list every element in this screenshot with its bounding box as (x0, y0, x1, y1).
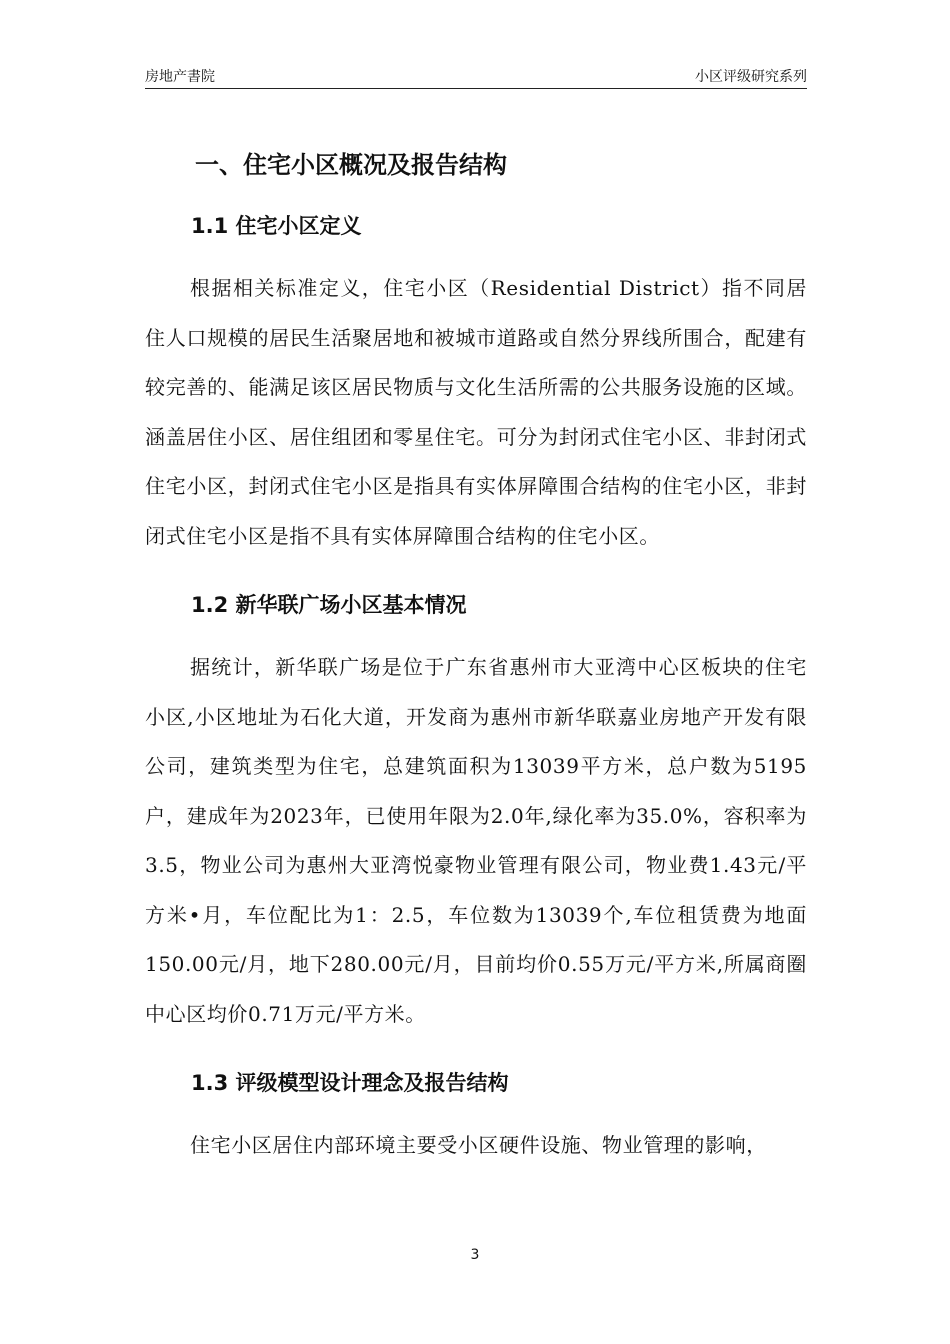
header-publisher: 房地产書院 (145, 69, 215, 85)
section-paragraph-1-3: 住宅小区居住内部环境主要受小区硬件设施、物业管理的影响， (190, 1133, 767, 1157)
document-body (145, 140, 807, 1171)
page-header (145, 66, 807, 89)
page-number: 3 (470, 1247, 480, 1263)
section-paragraph-1-1: 根据相关标准定义，住宅小区（Residential District）指不同居住人口规模的居民生活聚居地和被城市道路或自然分界线所围合，配建有较完善的、能满足该区居民物质与文化生活所需的公共服务设施的区域。涵盖居住小区、居住组团和零星住宅。可分为封闭式住宅小区、非封闭式住宅小区，封闭式住宅小区是指具有实体屏障围合结构的住宅小区，非封闭式住宅小区是指不具有实体屏障围合结构的住宅小区。 (145, 276, 807, 548)
section-title-1-3: 1.3 评级模型设计理念及报告结构 (191, 1071, 509, 1095)
header-series-title: 小区评级研究系列 (695, 69, 807, 85)
section-paragraph-1-2: 据统计，新华联广场是位于广东省惠州市大亚湾中心区板块的住宅小区,小区地址为石化大道，开发商为惠州市新华联嘉业房地产开发有限公司，建筑类型为住宅，总建筑面积为13039平方米，总户数为5195户，建成年为2023年，已使用年限为2.0年,绿化率为35.0%，容积率为3.5，物业公司为惠州大亚湾悦豪物业管理有限公司，物业费1.43元/平方米•月，车位配比为1：2.5，车位数为13039个,车位租赁费为地面150.00元/月，地下280.00元/月，目前均价0.55万元/平方米,所属商圈中心区均价0.71万元/平方米。 (145, 655, 807, 1026)
section-title-1-2: 1.2 新华联广场小区基本情况 (191, 593, 467, 617)
section-title-1-1: 1.1 住宅小区定义 (191, 214, 362, 238)
chapter-title: 一、住宅小区概况及报告结构 (195, 151, 507, 179)
